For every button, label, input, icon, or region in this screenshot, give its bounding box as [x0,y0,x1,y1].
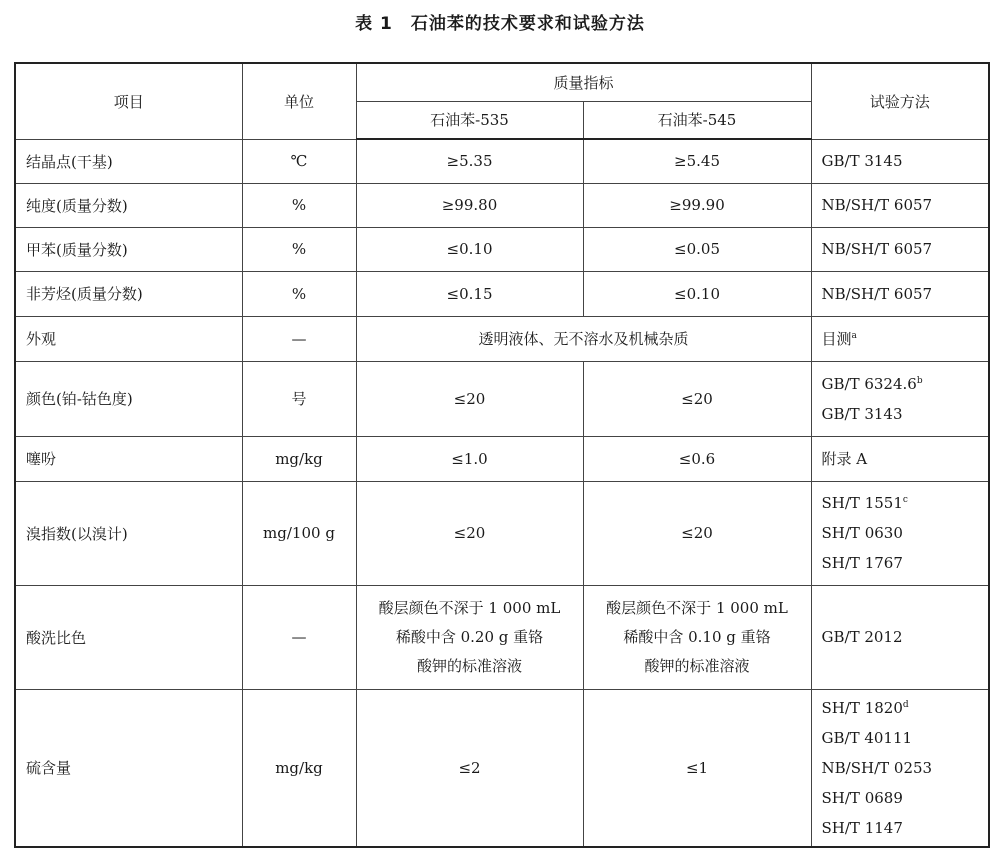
method-text: GB/T 40111 [821,728,913,747]
method-cell [811,227,989,271]
method-cell [811,316,989,361]
method-cell [811,436,989,481]
value-line: 酸钾的标准溶液 [644,656,750,675]
header-row-top [15,63,989,101]
method-line [822,399,989,429]
unit-cell: % [242,271,356,316]
method-line [822,723,989,753]
header-unit: 单位 [242,63,356,139]
value-line: 稀酸中含 0.20 g 重铬 [395,627,544,646]
header-grade-545: 石油苯-545 [583,101,811,139]
method-line [822,548,989,578]
value-545-cell: ≤20 [583,361,811,436]
item-cell: 纯度(质量分数) [15,183,242,227]
header-method: 试验方法 [811,63,989,139]
value-535-cell: ≤1.0 [356,436,583,481]
table-row [15,585,989,689]
method-cell [811,585,989,689]
table-row [15,316,989,361]
table-row [15,227,989,271]
method-line [822,518,989,548]
method-line [822,369,989,399]
method-cell [811,271,989,316]
table-row [15,271,989,316]
method-line [822,783,989,813]
method-text: NB/SH/T 6057 [821,240,933,258]
method-text: GB/T 6324.6 [821,374,917,393]
value-line: 稀酸中含 0.10 g 重铬 [623,627,771,646]
item-cell: 甲苯(质量分数) [15,227,242,271]
unit-cell: ℃ [242,139,356,183]
table-row [15,481,989,585]
method-text: SH/T 0689 [821,788,903,807]
method-line [822,813,989,843]
method-text: GB/T 2012 [821,628,903,646]
unit-cell: mg/kg [242,436,356,481]
value-545-cell: ≤20 [583,481,811,585]
value-535-cell: ≥5.35 [356,139,583,183]
method-line [822,628,989,646]
value-line: 酸层颜色不深于 1 000 mL [606,598,788,617]
method-text: SH/T 0630 [821,524,903,542]
value-line: 酸层颜色不深于 1 000 mL [378,598,561,617]
table-row [15,436,989,481]
value-545-cell: ≤0.10 [583,271,811,316]
method-line [822,328,989,349]
method-line [822,753,989,783]
unit-cell: mg/kg [242,689,356,847]
table-title [0,8,1000,40]
value-535-cell: ≤2 [356,689,583,847]
table-row [15,139,989,183]
value-545-cell [583,585,811,689]
value-535-cell: ≤0.15 [356,271,583,316]
item-cell: 外观 [15,316,242,361]
method-line [822,240,989,258]
method-line [822,196,989,214]
table-row [15,183,989,227]
method-line [822,488,989,518]
unit-cell: — [242,585,356,689]
method-text: SH/T 1820 [821,698,903,717]
unit-cell: — [242,316,356,361]
header-quality: 质量指标 [356,63,811,101]
value-545-cell: ≥99.90 [583,183,811,227]
method-text: NB/SH/T 6057 [821,196,933,214]
value-535-cell: ≤20 [356,361,583,436]
header-grade-535: 石油苯-535 [356,101,583,139]
value-545-cell: ≤0.05 [583,227,811,271]
method-cell [811,183,989,227]
method-text: GB/T 3143 [821,404,903,423]
spec-table [14,62,990,848]
method-text: SH/T 1147 [821,818,903,837]
item-cell: 颜色(铂-钴色度) [15,361,242,436]
merged-value-cell: 透明液体、无不溶水及机械杂质 [356,316,811,361]
table-caption: 石油苯的技术要求和试验方法 [410,14,645,34]
method-cell [811,481,989,585]
footnote-marker: b [916,375,923,386]
method-cell [811,689,989,847]
value-545-cell: ≤0.6 [583,436,811,481]
table-row [15,689,989,847]
unit-cell: mg/100 g [242,481,356,585]
table-row [15,361,989,436]
footnote-marker: a [851,331,857,341]
value-535-cell [356,585,583,689]
method-text: SH/T 1767 [821,554,903,572]
item-cell: 硫含量 [15,689,242,847]
item-cell: 酸洗比色 [15,585,242,689]
item-cell: 溴指数(以溴计) [15,481,242,585]
method-text: NB/SH/T 6057 [821,284,933,303]
value-545-cell: ≥5.45 [583,139,811,183]
value-535-cell: ≤20 [356,481,583,585]
value-545-cell: ≤1 [583,689,811,847]
item-cell: 结晶点(干基) [15,139,242,183]
value-535-cell: ≥99.80 [356,183,583,227]
footnote-marker: d [902,699,909,710]
method-line [822,152,989,170]
method-text: NB/SH/T 0253 [821,758,933,777]
item-cell: 噻吩 [15,436,242,481]
method-text: GB/T 3145 [821,152,903,170]
method-text: 附录 A [821,450,868,468]
footnote-marker: c [902,495,908,505]
table-number: 表 1 [355,14,393,34]
unit-cell: % [242,183,356,227]
value-535-cell: ≤0.10 [356,227,583,271]
method-line [822,285,989,303]
unit-cell: 号 [242,361,356,436]
method-line [822,693,989,723]
method-cell [811,139,989,183]
header-item: 项目 [15,63,242,139]
value-line: 酸钾的标准溶液 [416,656,522,675]
method-line [822,448,989,469]
method-text: 目测 [821,330,852,348]
method-cell [811,361,989,436]
item-cell: 非芳烃(质量分数) [15,271,242,316]
unit-cell: % [242,227,356,271]
method-text: SH/T 1551 [821,494,903,512]
